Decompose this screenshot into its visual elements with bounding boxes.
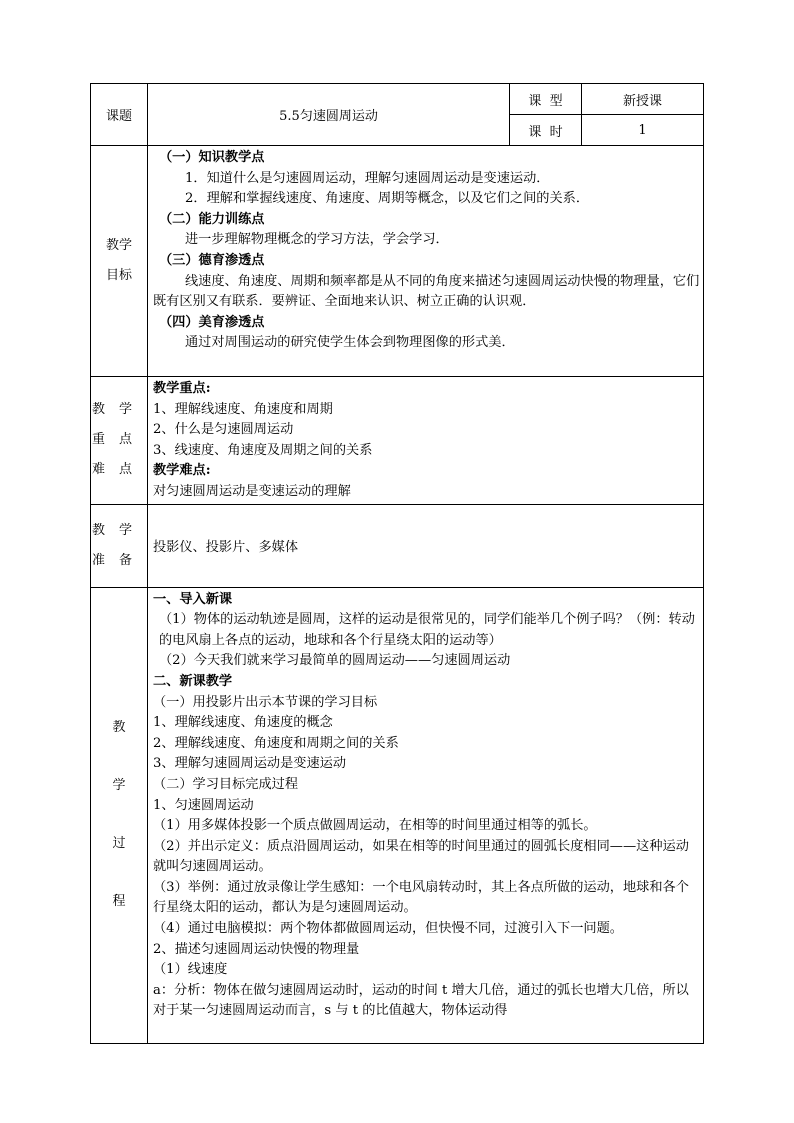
lesson-type-value: 新授课: [582, 84, 704, 115]
objectives-label: 教学 目标: [91, 146, 148, 377]
aesthetic-point-1: 通过对周围运动的研究使学生体会到物理图像的形式美．: [185, 335, 515, 351]
step-3: （3）举例：通过放录像让学生感知：一个电风扇转动时，其上各点所做的运动，地球和各个行星绕太阳的运动，都认为是匀速圆周运动。: [153, 879, 689, 916]
preparation-content: 投影仪、投影片、多媒体: [148, 504, 704, 587]
knowledge-point-2: 2．理解和掌握线速度、角速度、周期等概念，以及它们之间的关系．: [185, 191, 590, 207]
process-label: 教 学 过 程: [91, 587, 148, 1043]
keypoints-label: 教学 重点 难点: [91, 377, 148, 505]
key-point-3: 3、线速度、角速度及周期之间的关系: [153, 442, 373, 458]
goal-point-2: 2、理解线速度、角速度和周期之间的关系: [153, 735, 399, 751]
key-heading: 教学重点:: [153, 381, 211, 396]
step-1: （1）用多媒体投影一个质点做圆周运动，在相等的时间里通过相等的弧长。: [153, 818, 597, 834]
key-point-1: 1、理解线速度、角速度和周期: [153, 401, 333, 417]
process-content: [148, 587, 704, 1043]
knowledge-heading: （一）知识教学点: [159, 150, 265, 165]
intro-point-1: （1）物体的运动轨迹是圆周，这样的运动是很常见的，同学们能举几个例子吗？（例：转动的电风扇上各点的运动，地球和各个行星绕太阳的运动等）: [159, 612, 695, 648]
new-lesson-heading: 二、新课教学: [153, 673, 233, 689]
ability-heading: （二）能力训练点: [159, 211, 265, 227]
intro-point-2: （2）今天我们就来学习最简单的圆周运动——匀速圆周运动: [159, 653, 511, 669]
aesthetic-heading: （四）美育渗透点: [159, 314, 265, 330]
sub-heading-2-1: （1）线速度: [153, 962, 228, 978]
difficulty-point-1: 对匀速圆周运动是变速运动的理解: [153, 483, 351, 499]
intro-heading: 一、导入新课: [153, 591, 233, 607]
class-hours-value: 1: [582, 115, 704, 146]
goal-heading: （一）用投影片出示本节课的学习目标: [153, 694, 378, 710]
lesson-type-label: 课 型: [510, 84, 582, 115]
process-heading: （二）学习目标完成过程: [153, 776, 299, 792]
key-point-2: 2、什么是匀速圆周运动: [153, 422, 294, 438]
step-4: （4）通过电脑模拟：两个物体都做圆周运动，但快慢不同，过渡引入下一问题。: [153, 921, 623, 937]
sub-heading-1: 1、匀速圆周运动: [153, 797, 254, 813]
lesson-plan-table: [90, 83, 704, 1044]
moral-heading: （三）德育渗透点: [159, 252, 265, 268]
moral-point-1: 线速度、角速度、周期和频率都是从不同的角度来描述匀速圆周运动快慢的物理量，它们既有区别又有联系．要辨证、全面地来认识、树立正确的认识观．: [153, 273, 700, 310]
sub-heading-2: 2、描述匀速圆周运动快慢的物理量: [153, 941, 360, 957]
objectives-content: [148, 146, 704, 377]
knowledge-point-1: 1．知道什么是匀速圆周运动，理解匀速圆周运动是变速运动．: [185, 170, 550, 186]
lesson-title: 5.5匀速圆周运动: [148, 84, 510, 146]
goal-point-1: 1、理解线速度、角速度的概念: [153, 715, 333, 731]
keypoints-content: [148, 377, 704, 505]
ability-point-1: 进一步理解物理概念的学习方法，学会学习．: [185, 232, 449, 248]
preparation-label: 教学 准备: [91, 504, 148, 587]
difficulty-heading: 教学难点:: [153, 463, 211, 479]
class-hours-label: 课 时: [510, 115, 582, 146]
analysis-text: a：分析：物体在做匀速圆周运动时，运动的时间 t 增大几倍，通过的弧长也增大几倍，所以对于某一匀速圆周运动而言，s 与 t 的比值越大，物体运动得: [153, 982, 689, 1019]
goal-point-3: 3、理解匀速圆周运动是变速运动: [153, 756, 347, 772]
step-2: （2）并出示定义：质点沿圆周运动，如果在相等的时间里通过的圆弧长度相同——这种运动就叫匀速圆周运动。: [153, 838, 689, 875]
topic-label: 课题: [91, 84, 148, 146]
